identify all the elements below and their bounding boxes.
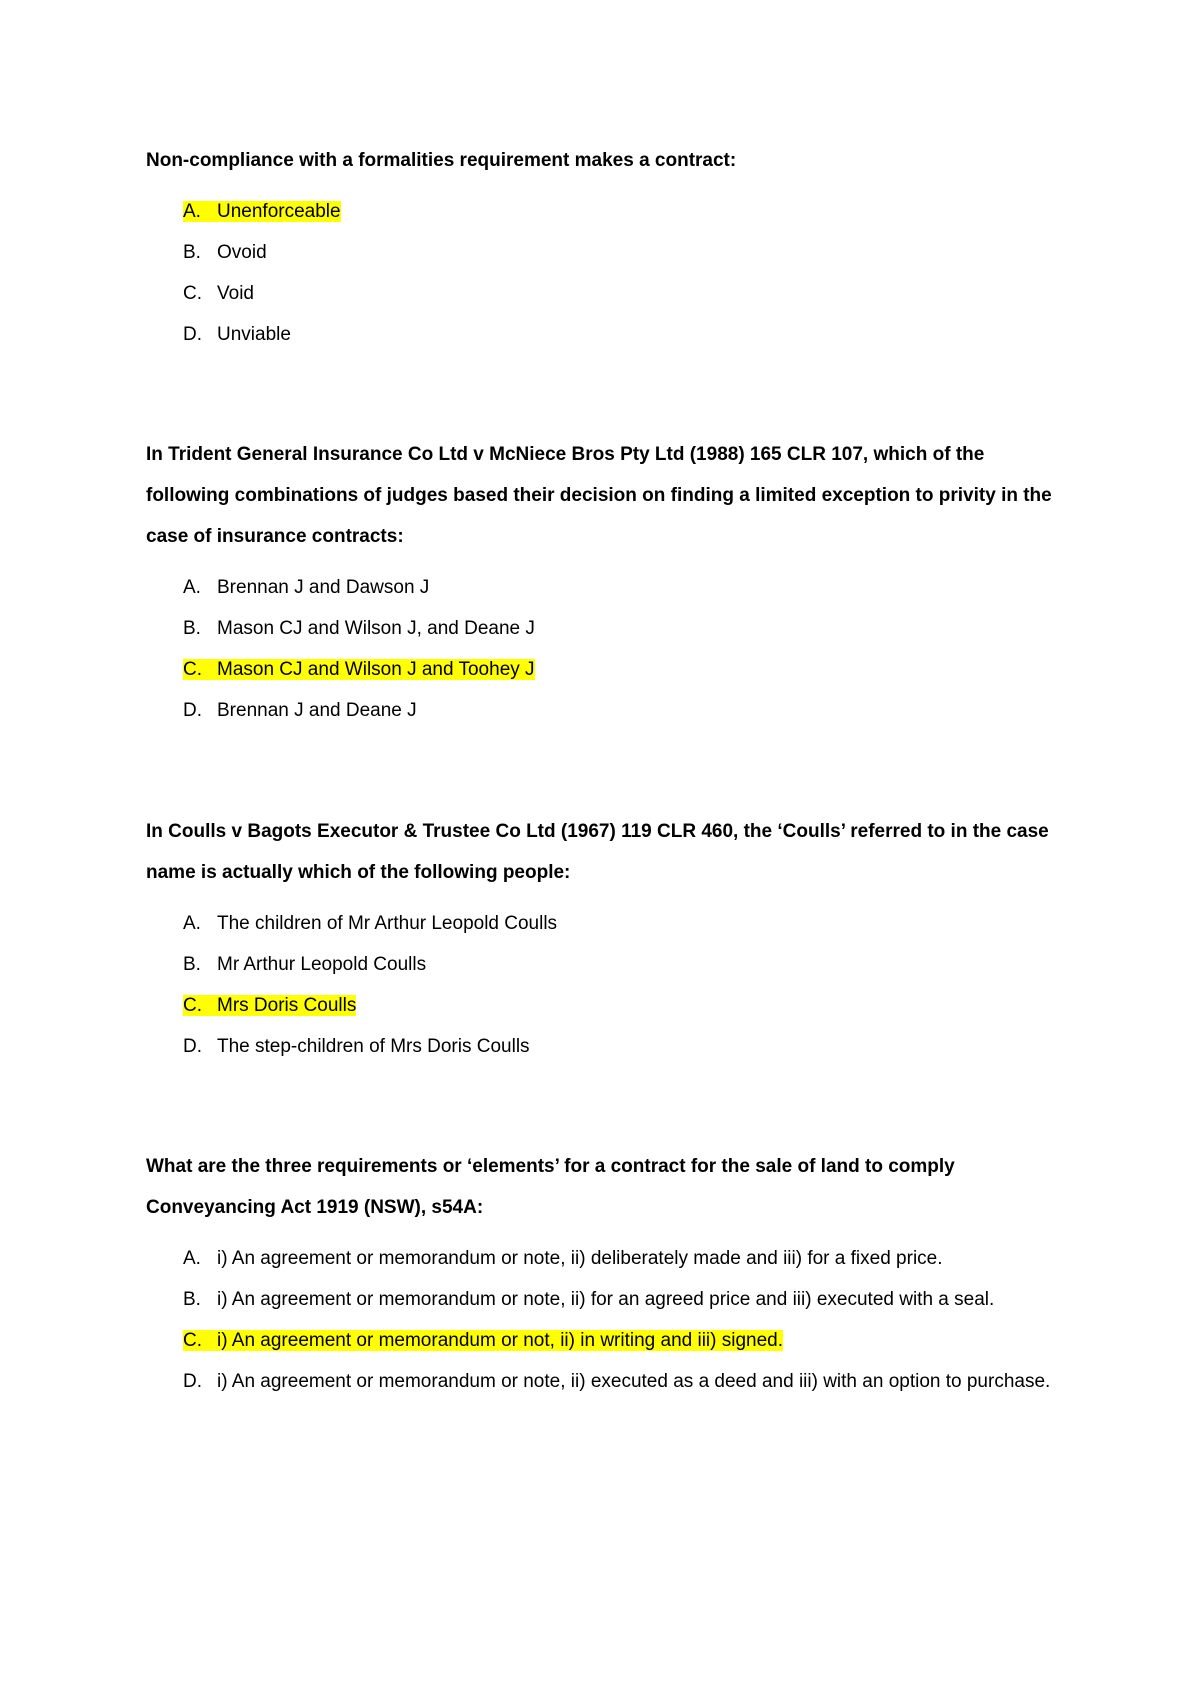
option-a <box>146 1238 1066 1279</box>
question-text: Non-compliance with a formalities requirement makes a contract: <box>146 150 737 171</box>
question-3 <box>146 811 1066 1067</box>
option-list <box>146 191 1066 355</box>
option-b <box>146 232 1066 273</box>
option-text: Brennan J and Deane J <box>217 700 417 721</box>
option-a <box>146 567 1066 608</box>
question-2 <box>146 434 1066 731</box>
option-a <box>146 903 1066 944</box>
option-letter: B. <box>183 618 201 639</box>
option-text: i) An agreement or memorandum or note, ii) deliberately made and iii) for a fixed price. <box>217 1248 943 1269</box>
option-list <box>146 903 1066 1067</box>
option-text: Mr Arthur Leopold Coulls <box>217 954 427 975</box>
option-b <box>146 944 1066 985</box>
option-letter: D. <box>183 700 202 721</box>
option-d <box>146 1026 1066 1067</box>
option-letter: C. <box>183 995 224 1016</box>
option-text: Brennan J and Dawson J <box>217 577 430 598</box>
question-text: In Trident General Insurance Co Ltd v McNiece Bros Pty Ltd (1988) 165 CLR 107, which of the following combinations of judges based their decision on finding a limited exception to privity in the case of insurance contracts: <box>146 444 1052 547</box>
option-letter: C. <box>183 1330 224 1351</box>
option-letter: D. <box>183 1371 202 1392</box>
option-letter: A. <box>183 577 201 598</box>
option-text: The children of Mr Arthur Leopold Coulls <box>217 913 558 934</box>
option-list <box>146 1238 1066 1402</box>
option-list <box>146 567 1066 731</box>
question-text: In Coulls v Bagots Executor & Trustee Co Ltd (1967) 119 CLR 460, the ‘Coulls’ referred to in the case name is actually which of the following people: <box>146 821 1049 883</box>
option-c <box>146 649 1066 690</box>
option-text: Mason CJ and Wilson J, and Deane J <box>217 618 535 639</box>
question-4 <box>146 1146 1066 1402</box>
option-letter: D. <box>183 324 202 345</box>
option-letter: B. <box>183 954 201 975</box>
option-text: Void <box>217 283 254 304</box>
option-b <box>146 1279 1066 1320</box>
option-text: Mrs Doris Coulls <box>217 995 357 1016</box>
option-letter: B. <box>183 242 201 263</box>
option-c <box>146 985 1066 1026</box>
option-a <box>146 191 1066 232</box>
option-d <box>146 314 1066 355</box>
option-text: Ovoid <box>217 242 267 263</box>
question-1 <box>146 140 1066 355</box>
option-letter: D. <box>183 1036 202 1057</box>
option-text: The step-children of Mrs Doris Coulls <box>217 1036 530 1057</box>
option-text: i) An agreement or memorandum or not, ii) in writing and iii) signed. <box>217 1330 784 1351</box>
option-letter: C. <box>183 283 202 304</box>
option-letter: A. <box>183 201 223 222</box>
option-c <box>146 273 1066 314</box>
option-letter: A. <box>183 1248 201 1269</box>
option-letter: C. <box>183 659 224 680</box>
option-letter: B. <box>183 1289 201 1310</box>
option-text: i) An agreement or memorandum or note, ii) executed as a deed and iii) with an option to purchase. <box>217 1371 1051 1392</box>
option-d <box>146 690 1066 731</box>
option-text: Unviable <box>217 324 291 345</box>
option-b <box>146 608 1066 649</box>
option-text: i) An agreement or memorandum or note, ii) for an agreed price and iii) executed with a seal. <box>217 1289 995 1310</box>
option-d <box>146 1361 1066 1402</box>
question-text: What are the three requirements or ‘elements’ for a contract for the sale of land to comply Conveyancing Act 1919 (NSW), s54A: <box>146 1156 955 1218</box>
option-text: Mason CJ and Wilson J and Toohey J <box>217 659 535 680</box>
option-c <box>146 1320 1066 1361</box>
option-text: Unenforceable <box>217 201 341 222</box>
option-letter: A. <box>183 913 201 934</box>
